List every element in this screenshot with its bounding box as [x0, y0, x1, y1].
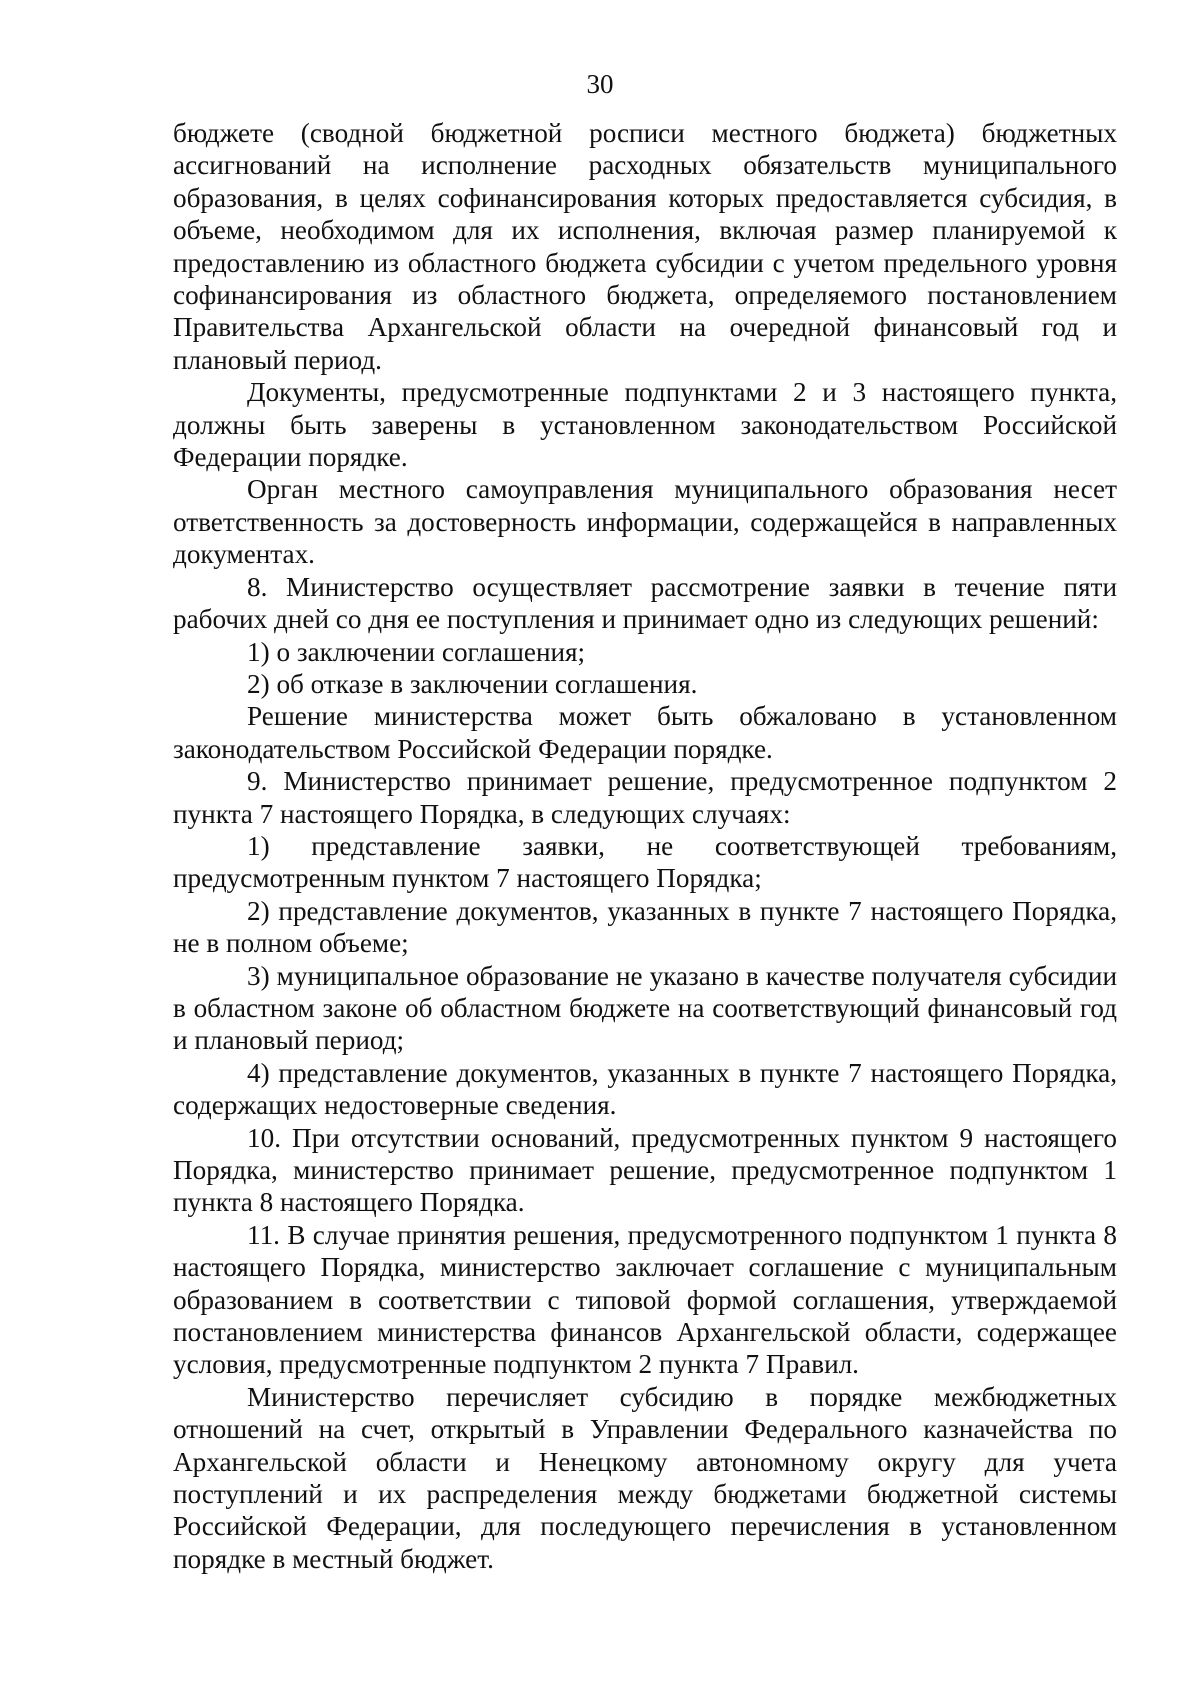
document-body [173, 117, 1117, 1575]
list-item: 4) представление документов, указанных в пункте 7 настоящего Порядка, содержащих недостоверные сведения. [173, 1057, 1117, 1121]
list-item: 1) о заключении соглашения; [247, 636, 586, 667]
paragraph: 8. Министерство осуществляет рассмотрение заявки в течение пяти рабочих дней со дня ее поступления и принимает одно из следующих решений: [173, 571, 1117, 635]
paragraph: 9. Министерство принимает решение, предусмотренное подпунктом 2 пункта 7 настоящего Порядка, в следующих случаях: [173, 766, 1117, 829]
paragraph: Решение министерства может быть обжаловано в установленном законодательством Российской Федерации порядке. [173, 701, 1117, 764]
paragraph: 10. При отсутствии оснований, предусмотренных пунктом 9 настоящего Порядка, министерство принимает решение, предусмотренное подпунктом 1 пункта 8 настоящего Порядка. [173, 1122, 1117, 1218]
list-item: 2) представление документов, указанных в пункте 7 настоящего Порядка, не в полном объеме; [173, 895, 1117, 959]
paragraph: 11. В случае принятия решения, предусмотренного подпунктом 1 пункта 8 настоящего Порядка, министерство заключает соглашение с муниципальным образованием в соответствии с типовой формой соглашения, утверждаемой постановлением министерства финансов Архангельской области, содержащее условия, предусмотренные подпунктом 2 пункта 7 Правил. [173, 1219, 1117, 1380]
paragraph: бюджете (сводной бюджетной росписи местного бюджета) бюджетных ассигнований на исполнение расходных обязательств муниципального образования, в целях софинансирования которых предоставляется субсидия, в объеме, необходимом для их исполнения, включая размер планируемой к предоставлению из областного бюджета субсидии с учетом предельного уровня софинансирования из областного бюджета, определяемого постановлением Правительства Архангельской области на очередной финансовый год и плановый период. [173, 118, 1117, 375]
paragraph: Министерство перечисляет субсидию в порядке межбюджетных отношений на счет, открытый в Управлении Федерального казначейства по Архангельской области и Ненецкому автономному округу для учета поступлений и их распределения между бюджетами бюджетной системы Российской Федерации, для последующего перечисления в установленном порядке в местный бюджет. [173, 1381, 1117, 1574]
page-number: 30 [586, 69, 614, 99]
list-item: 2) об отказе в заключении соглашения. [247, 668, 698, 699]
paragraph: Орган местного самоуправления муниципального образования несет ответственность за достоверность информации, содержащейся в направленных документах. [173, 474, 1117, 570]
list-item: 1) представление заявки, не соответствующей требованиям, предусмотренным пунктом 7 настоящего Порядка; [173, 830, 1117, 894]
paragraph: Документы, предусмотренные подпунктами 2 и 3 настоящего пункта, должны быть заверены в установленном законодательством Российской Федерации порядке. [173, 377, 1117, 473]
list-item: 3) муниципальное образование не указано в качестве получателя субсидии в областном законе об областном бюджете на соответствующий финансовый год и плановый период; [173, 960, 1117, 1056]
